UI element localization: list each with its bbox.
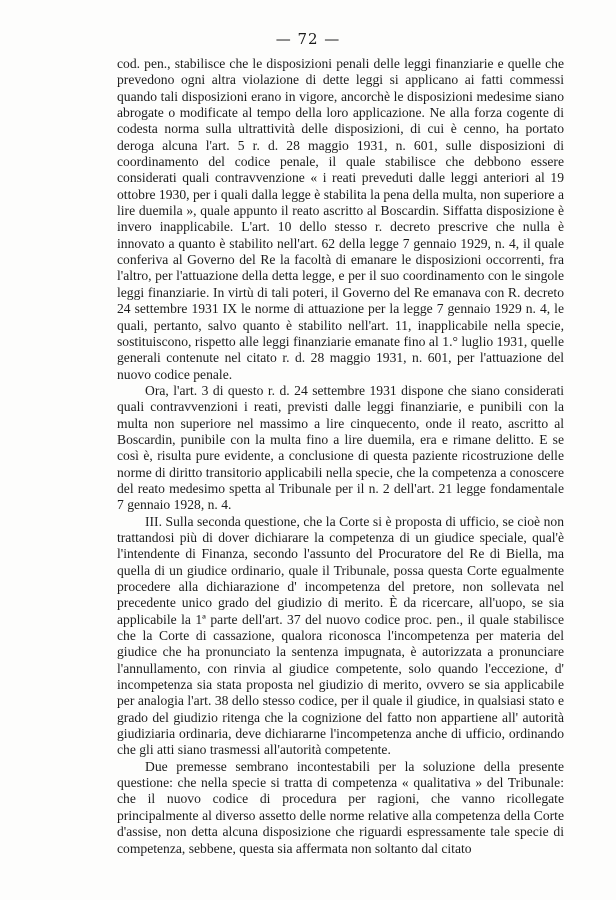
paragraph-2: Ora, l'art. 3 di questo r. d. 24 settembre 1931 dispone che siano considerati quali contravvenzioni i reati, previsti dalle leggi finanziarie, e punibili con la multa non superiore nel massimo a lire cinquecento, onde il reato, ascritto al Boscardin, punibile con la multa fino a lire duemila, era e rimane delitto. E se così è, risulta pure evidente, a conclusione di questa paziente ricostruzione delle norme di diritto transitorio applicabili nella specie, che la competenza a conoscere del reato medesimo spetta al Tribunale per il n. 2 dell'art. 21 legge fondamentale 7 gennaio 1928, n. 4. (117, 382, 564, 513)
paragraph-4: Due premesse sembrano incontestabili per la soluzione della presente questione: che nella specie si tratta di competenza « qualitativa » del Tribunale: che il nuovo codice di procedura per ragioni, che vanno ricollegate principalmente al diverso assetto delle norme relative alla competenza della Corte d'assise, non detta alcuna disposizione che riguardi espressamente tale specie di competenza, sebbene, questa sia affermata non soltanto dal citato (117, 758, 564, 856)
paragraph-3: III. Sulla seconda questione, che la Corte si è proposta di ufficio, se cioè non trattandosi più di dover dichiarare la competenza di un giudice speciale, qual'è l'intendente di Finanza, secondo l'assunto del Procuratore del Re di Biella, ma quella di un giudice ordinario, quale il Tribunale, possa questa Corte egualmente procedere alla dichiarazione d' incompetenza del pretore, non sollevata nel precedente unico grado del giudizio di merito. È da ricercare, all'uopo, se sia applicabile la 1ª parte dell'art. 37 del nuovo codice proc. pen., il quale stabilisce che la Corte di cassazione, qualora riconosca l'incompetenza per materia del giudice che ha pronunciato la sentenza impugnata, è autorizzata a pronunciare l'annullamento, con rinvia al giudice competente, solo quando l'eccezione, d' incompetenza sia stata proposta nel giudizio di merito, ovvero se sia applicabile per analogia l'art. 38 dello stesso codice, per il quale il giudice, in qualsiasi stato e grado del giudizio ritenga che la cognizione del fatto non appartiene all' autorità giudiziaria ordinaria, deve dichiararne l'incompetenza anche di ufficio, ordinando che gli atti siano trasmessi all'autorità competente. (117, 513, 564, 758)
paragraph-1: cod. pen., stabilisce che le disposizioni penali delle leggi finanziarie e quelle che prevedono ogni altra violazione di dette leggi si applicano ai fatti commessi quando tali disposizioni erano in vigore, ancorchè le disposizioni medesime siano abrogate o modificate al tempo della loro applicazione. Ne alla forza cogente di codesta norma sulla ultrattività delle disposizioni, di cui è cenno, ha portato deroga alcuna l'art. 5 r. d. 28 maggio 1931, n. 601, sulle disposizioni di coordinamento del codice penale, il quale stabilisce che debbono essere considerati quali contravvenzione « i reati preveduti dalle leggi anteriori al 19 ottobre 1930, per i quali dalla legge è stabilita la pena della multa, non superiore a lire duemila », quale appunto il reato ascritto al Boscardin. Siffatta disposizione è invero inapplicabile. L'art. 10 dello stesso r. decreto prescrive che nulla è innovato a quanto è stabilito nell'art. 62 della legge 7 gennaio 1929, n. 4, il quale conferiva al Governo del Re la facoltà di emanare le disposizioni occorrenti, fra l'altro, per l'attuazione della detta legge, e per il suo coordinamento con le singole leggi finanziarie. In virtù di tali poteri, il Governo del Re emanava con R. decreto 24 settembre 1931 IX le norme di attuazione per la legge 7 gennaio 1929 n. 4, le quali, pertanto, salvo quanto è stabilito nell'art. 11, inapplicabile nella specie, sostituiscono, rispetto alle leggi finanziarie emanate fino al 1.° luglio 1931, quelle generali contenute nel citato r. d. 28 maggio 1931, n. 601, per l'attuazione del nuovo codice penale. (117, 56, 564, 382)
page-number: — 72 — (275, 30, 341, 48)
body-text (117, 56, 564, 857)
